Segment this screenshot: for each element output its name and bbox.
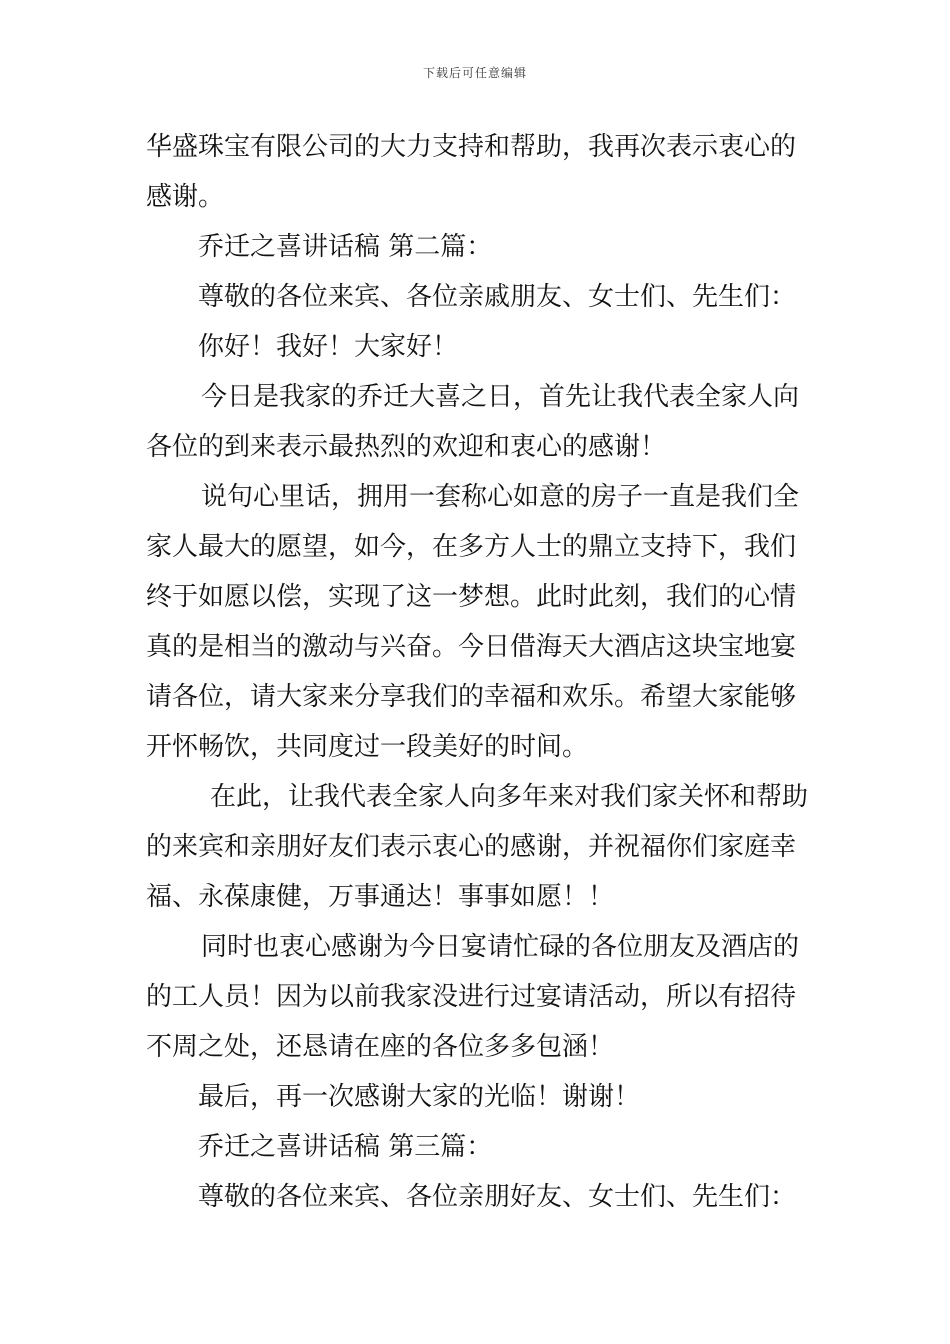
document-body — [146, 122, 810, 1222]
salutation: 尊敬的各位来宾、各位亲戚朋友、女士们、先生们： — [198, 282, 797, 312]
greeting: 你好！我好！大家好！ — [198, 332, 459, 362]
paragraph-thanks-guests: 在此，让我代表全家人向多年来对我们家关怀和帮助的来宾和亲朋好友们表示衷心的感谢，并祝福你们家庭幸福、永葆康健，万事通达！事事如愿！！ — [146, 782, 809, 912]
section-heading-3: 乔迁之喜讲话稿 第三篇： — [198, 1132, 493, 1162]
salutation-2: 尊敬的各位来宾、各位亲朋好友、女士们、先生们： — [198, 1182, 797, 1212]
paragraph-thanks-staff: 同时也衷心感谢为今日宴请忙碌的各位朋友及酒店的的工人员！因为以前我家没进行过宴请活动，所以有招待不周之处，还恳请在座的各位多多包涵！ — [146, 932, 800, 1062]
paragraph-house: 说句心里话，拥用一套称心如意的房子一直是我们全家人最大的愿望，如今，在多方人士的鼎立支持下，我们终于如愿以偿，实现了这一梦想。此时此刻，我们的心情真的是相当的激动与兴奋。今日借海天大酒店这块宝地宴请各位，请大家来分享我们的幸福和欢乐。希望大家能够开怀畅饮，共同度过一段美好的时间。 — [146, 482, 800, 762]
header-note: 下载后可任意编辑 — [422, 66, 527, 80]
section-heading-2: 乔迁之喜讲话稿 第二篇： — [198, 232, 493, 262]
paragraph-closing: 最后，再一次感谢大家的光临！谢谢！ — [198, 1082, 641, 1112]
paragraph-continuation: 华盛珠宝有限公司的大力支持和帮助，我再次表示衷心的感谢。 — [146, 132, 797, 212]
paragraph-welcome: 今日是我家的乔迁大喜之日，首先让我代表全家人向各位的到来表示最热烈的欢迎和衷心的感谢！ — [146, 382, 800, 462]
